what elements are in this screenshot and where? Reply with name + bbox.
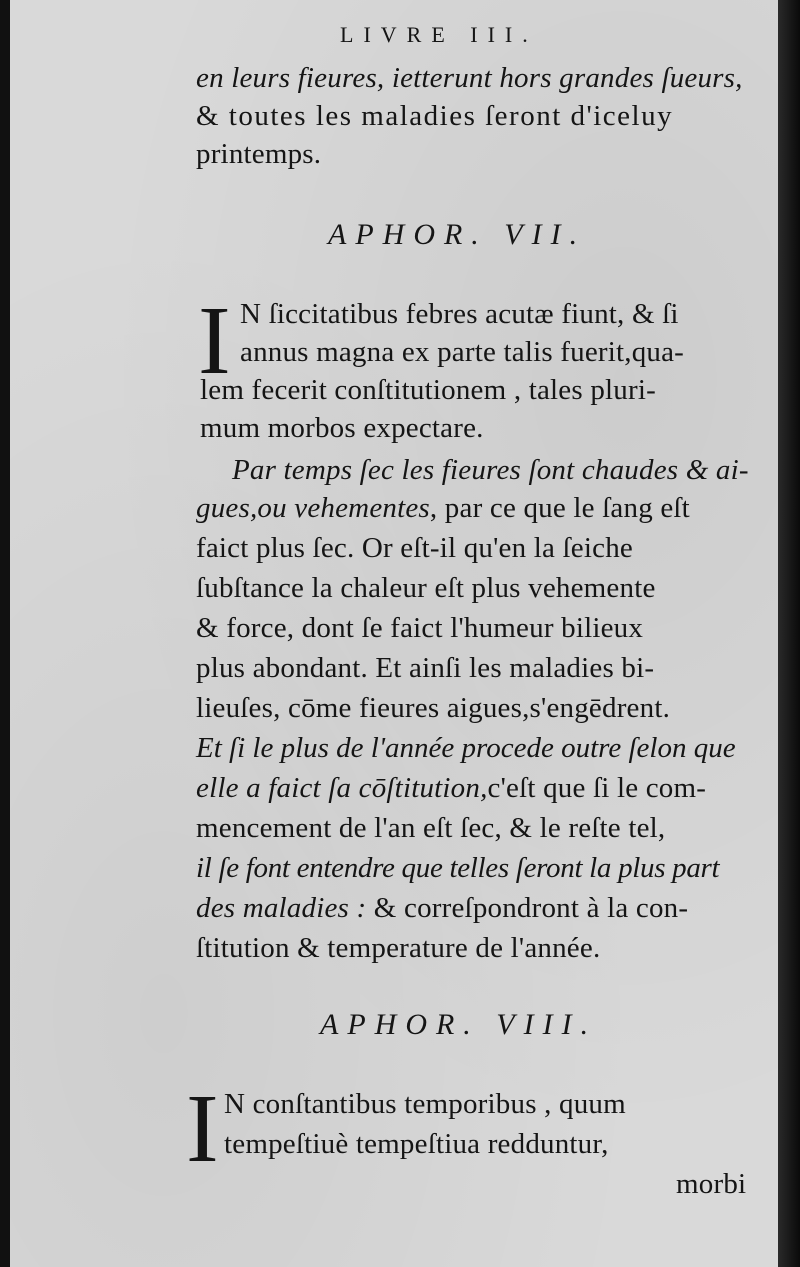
text-line: lem fecerit conſtitutionem , tales pluri-	[200, 374, 656, 406]
page-edge	[778, 0, 800, 1267]
text-line: N ſiccitatibus febres acutæ fiunt, & ſi	[240, 298, 679, 330]
text-line: ſtitution & temperature de l'année.	[196, 932, 601, 964]
text-line: morbi	[676, 1168, 747, 1200]
text-line: mum morbos expectare.	[200, 412, 484, 444]
text-line: en leurs fieures, ietterunt hors grandes ſueurs,	[196, 62, 743, 94]
aphorism-heading: APHOR. VII.	[328, 218, 587, 251]
text-line: N conſtantibus temporibus , quum	[224, 1088, 626, 1120]
text-line: lieuſes, cōme fieures aigues,s'engēdrent.	[196, 692, 671, 724]
text-line: il ſe font entendre que telles ſeront la plus part	[196, 852, 720, 884]
text-line: tempeſtiuè tempeſtiua redduntur,	[224, 1128, 609, 1160]
drop-cap: I	[186, 1075, 219, 1183]
book-page	[10, 0, 778, 1267]
text-line: plus abondant. Et ainſi les maladies bi-	[196, 652, 655, 684]
text-line: & force, dont ſe faict l'humeur bilieux	[196, 612, 644, 644]
drop-cap: I	[198, 287, 231, 395]
text-line: ſubſtance la chaleur eſt plus vehemente	[196, 572, 656, 604]
text-line: mencement de l'an eſt ſec, & le reſte tel,	[196, 812, 666, 844]
text-line: Et ſi le plus de l'année procede outre ſelon que	[196, 732, 736, 764]
text-line: gues,ou vehementes, par ce que le ſang eſt	[196, 492, 690, 524]
text-line: Par temps ſec les fieures ſont chaudes & ai-	[232, 454, 749, 486]
text-line: annus magna ex parte talis fuerit,qua-	[240, 336, 685, 368]
text-line: & toutes les maladies ſeront d'iceluy	[196, 100, 674, 132]
aphorism-heading: APHOR. VIII.	[320, 1008, 598, 1041]
text-line: printemps.	[196, 138, 322, 170]
text-line: elle a faict ſa cōſtitution,c'eſt que ſi le com-	[196, 772, 707, 804]
text-line: faict plus ſec. Or eſt-il qu'en la ſeiche	[196, 532, 633, 564]
running-head: LIVRE III.	[340, 22, 538, 47]
text-line: des maladies : & correſpondront à la con-	[196, 892, 689, 924]
